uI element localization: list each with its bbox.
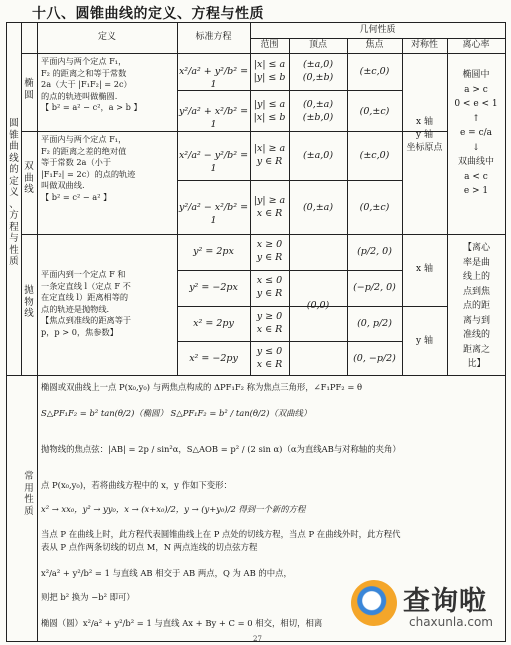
ellipse-focus-y: (0,±c) [359,106,390,117]
parabola-range-2 [250,274,289,300]
section-label-char: 性 [24,494,34,505]
header-range: 范围 [260,40,279,50]
symmetry-line: y 轴 [416,130,433,140]
parabola-definition [41,269,177,339]
parabola-range-1 [250,238,289,264]
definition-line: 点的轨迹是抛物线. [41,303,110,314]
header-symmetry: 对称性 [410,40,438,50]
parabola-focus-1: (p/2, 0) [357,246,392,257]
eccentricity-note-line: 率是曲 [462,257,490,268]
eccentricity-line: a > c [464,84,488,95]
definition-line: 等于常数 2a（小于 [41,157,112,168]
section-label-char: 方 [9,210,19,221]
header-eccentricity: 离心率 [462,40,490,50]
range-line: |y| ≥ a [253,195,286,206]
parabola-vertex: (0,0) [306,300,330,311]
row-label-hyperbola [23,161,35,196]
eccentricity-line: ↓ [472,142,480,153]
parabola-equation-4: x² = −2py [189,353,238,364]
symmetry-ellipse-hyperbola [402,116,447,155]
common-line-1: 椭圆或双曲线上一点 P(x₀,y₀) 与两焦点构成的 ΔPF₁F₂ 称为焦点三角形，∠F₁PF₂ = θ [41,382,363,392]
hyperbola-range-x [250,142,289,168]
hyperbola-range-y [250,194,289,220]
section-label-char: 质 [9,256,19,267]
common-line-7: 表从 P 点作两条切线的切点 M，N 两点连线的切点弦方程 [41,542,258,552]
hyperbola-focus-y: (0,±c) [359,202,390,213]
eccentricity-line: 椭圆中 [462,70,490,80]
definition-line: 【 b² = a² − c²，a > b 】 [41,102,142,113]
row-label-parabola [23,285,35,320]
section-label-common-properties [23,471,35,517]
eccentricity-note-line: 点到焦 [462,286,490,297]
row-label-char: 物 [24,296,34,308]
range-line: x ≤ 0 [256,275,283,286]
section-label-char: 与 [9,233,19,244]
vertex-line: (±b,0) [302,112,334,123]
row-label-char: 线 [24,308,34,319]
section-label-char: 质 [24,505,34,517]
definition-line: F₂ 的距离之和等于常数 [41,67,127,78]
hyperbola-vertices-y: (0,±a) [302,202,334,213]
common-line-6: 当点 P 在曲线上时，此方程代表圆锥曲线上在 P 点处的切线方程，当点 P 在曲线外时，此方程代 [41,529,401,539]
eccentricity-line: 双曲线中 [457,157,494,167]
symmetry-line: 坐标原点 [406,143,443,153]
section-label-char: 性 [9,244,19,256]
section-label-char: 义 [9,187,19,198]
eccentricity-note-line: 【离心 [462,243,490,253]
row-label-char: 双 [24,161,34,172]
definition-line: 的点的轨迹叫做椭圆. [41,90,118,101]
range-line: y ∈ R [256,288,283,299]
common-line-10: 椭圆（圆）x²/a² + y²/b² = 1 与直线 Ax + By + C = 0 相交，相切，相离 [41,618,323,628]
hyperbola-definition [41,134,177,204]
definition-line: 一条定直线 l（定点 F 不 [41,280,131,291]
row-label-char: 圆 [24,89,34,101]
ellipse-vertices-x [289,58,347,84]
common-line-3: 抛物线的焦点弦：|AB| = 2p / sin²α，S△AOB = p² / (2 sin α)（α为直线AB与对称轴的夹角） [41,444,401,454]
ellipse-focus-x: (±c,0) [359,66,390,77]
range-line: x ∈ R [256,359,283,370]
eccentricity-line: a < c [464,171,488,182]
definition-line: 平面内到一个定点 F 和 [41,269,126,279]
parabola-range-4 [250,345,289,371]
parabola-range-3 [250,310,289,336]
hyperbola-vertices-x: (±a,0) [302,150,334,161]
row-label-char: 线 [24,184,34,195]
parabola-symmetry-x: x 轴 [416,264,433,274]
row-label-ellipse [23,78,35,101]
ellipse-equation-y: y²/a² + x²/b² = 1 [178,106,249,130]
section-label-char: 曲 [9,141,19,152]
definition-line: 平面内与两个定点 F₁， [41,134,127,144]
parabola-focus-3: (0, p/2) [357,318,392,329]
definition-line: p，p > 0，焦参数】 [41,326,118,337]
section-label-char: 常 [24,471,34,482]
eccentricity-line: ↑ [472,113,480,124]
range-line: y ≥ 0 [256,311,283,322]
range-line: x ∈ R [256,324,283,335]
section-label-char: 定 [9,175,19,187]
eccentricity-note-line: 比】 [467,359,486,369]
section-label-char: 用 [24,482,34,494]
page-title: 十八、圆锥曲线的定义、方程与性质 [32,6,264,22]
common-line-2: S△PF₁F₂ = b² tan(θ/2)（椭圆） S△PF₁F₂ = b² / tan(θ/2)（双曲线） [41,408,312,418]
range-line: y ∈ R [256,252,283,263]
parabola-focus-4: (0, −p/2) [353,353,396,364]
header-vertex: 顶点 [308,40,327,50]
page-number: 27 [253,635,262,643]
definition-line: 【 b² = c² − a² 】 [41,191,112,202]
range-line: |y| ≤ b [253,72,286,83]
watermark [351,577,501,635]
range-line: |x| ≤ a [253,59,286,70]
property-table [6,22,506,642]
definition-line: 【焦点到准线的距离等于 [41,315,132,326]
header-standard-equation: 标准方程 [195,32,232,42]
range-line: |x| ≥ a [253,143,286,154]
ellipse-range-y [250,98,289,124]
eccentricity-note-line: 离与到 [462,315,490,326]
section-label-char: 程 [9,221,19,233]
vertex-line: (0,±a) [302,99,334,110]
common-line-5: x² → xx₀，y² → yy₀，x → (x+x₀)/2，y → (y+y₀)/2 得到一个新的方程 [41,504,306,514]
hyperbola-focus-x: (±c,0) [359,150,390,161]
ellipse-equation-x: x²/a² + y²/b² = 1 [178,66,249,90]
hyperbola-equation-y: y²/a² − x²/b² = 1 [178,202,249,226]
ellipse-definition [41,56,177,114]
vertex-line: (0,±b) [302,72,334,83]
parabola-focus-2: (−p/2, 0) [353,282,396,293]
eccentricity-note-line: 准线的 [462,330,490,340]
row-label-char: 椭 [24,78,34,89]
eccentricity-note-line: 线上的 [462,272,490,282]
range-line: |y| ≤ a [253,99,286,110]
parabola-equation-1: y² = 2px [193,246,234,257]
definition-line: 叫做双曲线. [41,180,85,191]
range-line: |x| ≤ b [253,112,286,123]
section-label-conic-sections [8,118,20,268]
definition-line: 平面内与两个定点 F₁， [41,56,127,66]
range-line: x ∈ R [256,208,283,219]
watermark-name: 查询啦 [403,586,487,617]
section-label-char: 锥 [9,129,19,141]
common-line-9: 则把 b² 换为 −b² 即可） [41,592,135,602]
header-geometric-properties: 几何性质 [359,25,396,35]
section-label-char: 的 [9,164,19,175]
parabola-equation-2: y² = −2px [189,282,238,293]
hyperbola-equation-x: x²/a² − y²/b² = 1 [178,150,249,174]
eccentricity-line: e > 1 [463,186,489,196]
definition-line: F₂ 的距离之差的绝对值 [41,145,127,156]
common-line-4: 点 P(x₀,y₀)，若将曲线方程中的 x，y 作如下变形： [41,480,232,490]
parabola-equation-3: x² = 2py [193,318,234,329]
common-line-8: x²/a² + y²/b² = 1 与直线 AB 相交于 AB 两点，Q 为 AB 的中点， [41,568,292,578]
parabola-eccentricity-note [449,241,504,372]
parabola-symmetry-y: y 轴 [416,336,433,346]
header-definition: 定义 [97,32,116,42]
eccentricity-note-line: 距离之 [462,344,490,355]
range-line: y ≤ 0 [256,346,283,357]
section-label-char: 线 [9,152,19,164]
watermark-url: chaxunla.com [409,615,493,629]
ellipse-vertices-y [289,98,347,124]
definition-line: |F₁F₂| = 2c）的点的轨迹 [41,168,136,179]
definition-line: 在定直线 l）距离相等的 [41,292,129,303]
eccentricity-line: e = c/a [459,128,493,138]
definition-line: 2a（大于 |F₁F₂| = 2c） [41,79,132,90]
row-label-char: 抛 [24,285,34,296]
section-label-char: 圆 [9,118,19,129]
ellipse-range-x [250,58,289,84]
range-line: x ≥ 0 [256,239,283,250]
eccentricity-line: 0 < e < 1 [454,99,498,109]
row-label-char: 曲 [24,172,34,184]
vertex-line: (±a,0) [302,59,334,70]
watermark-logo-icon [351,580,397,626]
section-label-char: 、 [9,198,19,210]
symmetry-line: x 轴 [416,117,433,127]
eccentricity-note-line: 点的距 [462,301,490,311]
eccentricity-ellipse-hyperbola [447,68,505,199]
header-focus: 焦点 [365,40,384,50]
range-line: y ∈ R [256,156,283,167]
